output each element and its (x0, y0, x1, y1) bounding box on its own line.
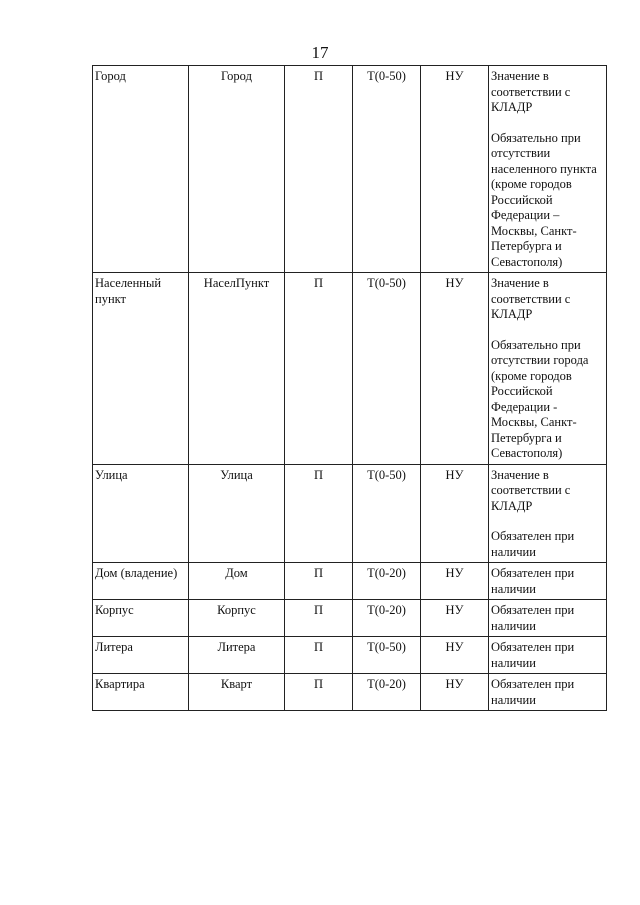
description-cell: Обязателен при наличии (489, 674, 607, 711)
element-name-cell: Улица (93, 464, 189, 563)
element-name-cell: Дом (владение) (93, 563, 189, 600)
element-type-cell: П (285, 674, 353, 711)
table-row (93, 600, 607, 637)
field-code-cell: НаселПункт (189, 273, 285, 465)
address-fields-table (92, 65, 607, 711)
format-cell: Т(0-20) (353, 674, 421, 711)
format-cell: Т(0-20) (353, 600, 421, 637)
requirement-cell: НУ (421, 66, 489, 273)
requirement-cell: НУ (421, 674, 489, 711)
description-cell: Обязателен при наличии (489, 563, 607, 600)
element-name-cell: Город (93, 66, 189, 273)
table-row (93, 563, 607, 600)
description-note: Обязателен при наличии (491, 529, 575, 559)
element-type-cell: П (285, 66, 353, 273)
table-row (93, 66, 607, 273)
requirement-cell: НУ (421, 273, 489, 465)
field-code-cell: Дом (189, 563, 285, 600)
element-type-cell: П (285, 273, 353, 465)
format-cell: Т(0-50) (353, 273, 421, 465)
description-note: Обязательно при отсутствии населенного пункта (кроме городов Российской Федерации – Москвы, Санкт-Петербурга и Севастополя) (491, 130, 597, 269)
page-number: 17 (311, 43, 329, 62)
description-primary: Значение в соответствии с КЛАДР (491, 276, 571, 321)
element-type-cell: П (285, 464, 353, 563)
requirement-cell: НУ (421, 563, 489, 600)
field-code-cell: Корпус (189, 600, 285, 637)
description-cell (489, 273, 607, 465)
description-note: Обязательно при отсутствии города (кроме городов Российской Федерации - Москвы, Санкт-Петербурга и Севастополя) (491, 337, 589, 460)
table-row (93, 464, 607, 563)
description-primary: Значение в соответствии с КЛАДР (491, 69, 571, 114)
description-cell (489, 464, 607, 563)
element-type-cell: П (285, 600, 353, 637)
element-type-cell: П (285, 637, 353, 674)
field-code-cell: Кварт (189, 674, 285, 711)
element-name-cell: Корпус (93, 600, 189, 637)
format-cell: Т(0-50) (353, 66, 421, 273)
requirement-cell: НУ (421, 600, 489, 637)
format-cell: Т(0-50) (353, 637, 421, 674)
description-cell: Обязателен при наличии (489, 600, 607, 637)
field-code-cell: Улица (189, 464, 285, 563)
element-type-cell: П (285, 563, 353, 600)
table-row (93, 273, 607, 465)
element-name-cell: Литера (93, 637, 189, 674)
element-name-cell: Квартира (93, 674, 189, 711)
field-code-cell: Литера (189, 637, 285, 674)
description-primary: Значение в соответствии с КЛАДР (491, 467, 571, 513)
format-cell: Т(0-20) (353, 563, 421, 600)
requirement-cell: НУ (421, 464, 489, 563)
table-row (93, 637, 607, 674)
description-cell: Обязателен при наличии (489, 637, 607, 674)
element-name-cell: Населенный пункт (93, 273, 189, 465)
field-code-cell: Город (189, 66, 285, 273)
description-cell (489, 66, 607, 273)
format-cell: Т(0-50) (353, 464, 421, 563)
requirement-cell: НУ (421, 637, 489, 674)
table-row (93, 674, 607, 711)
